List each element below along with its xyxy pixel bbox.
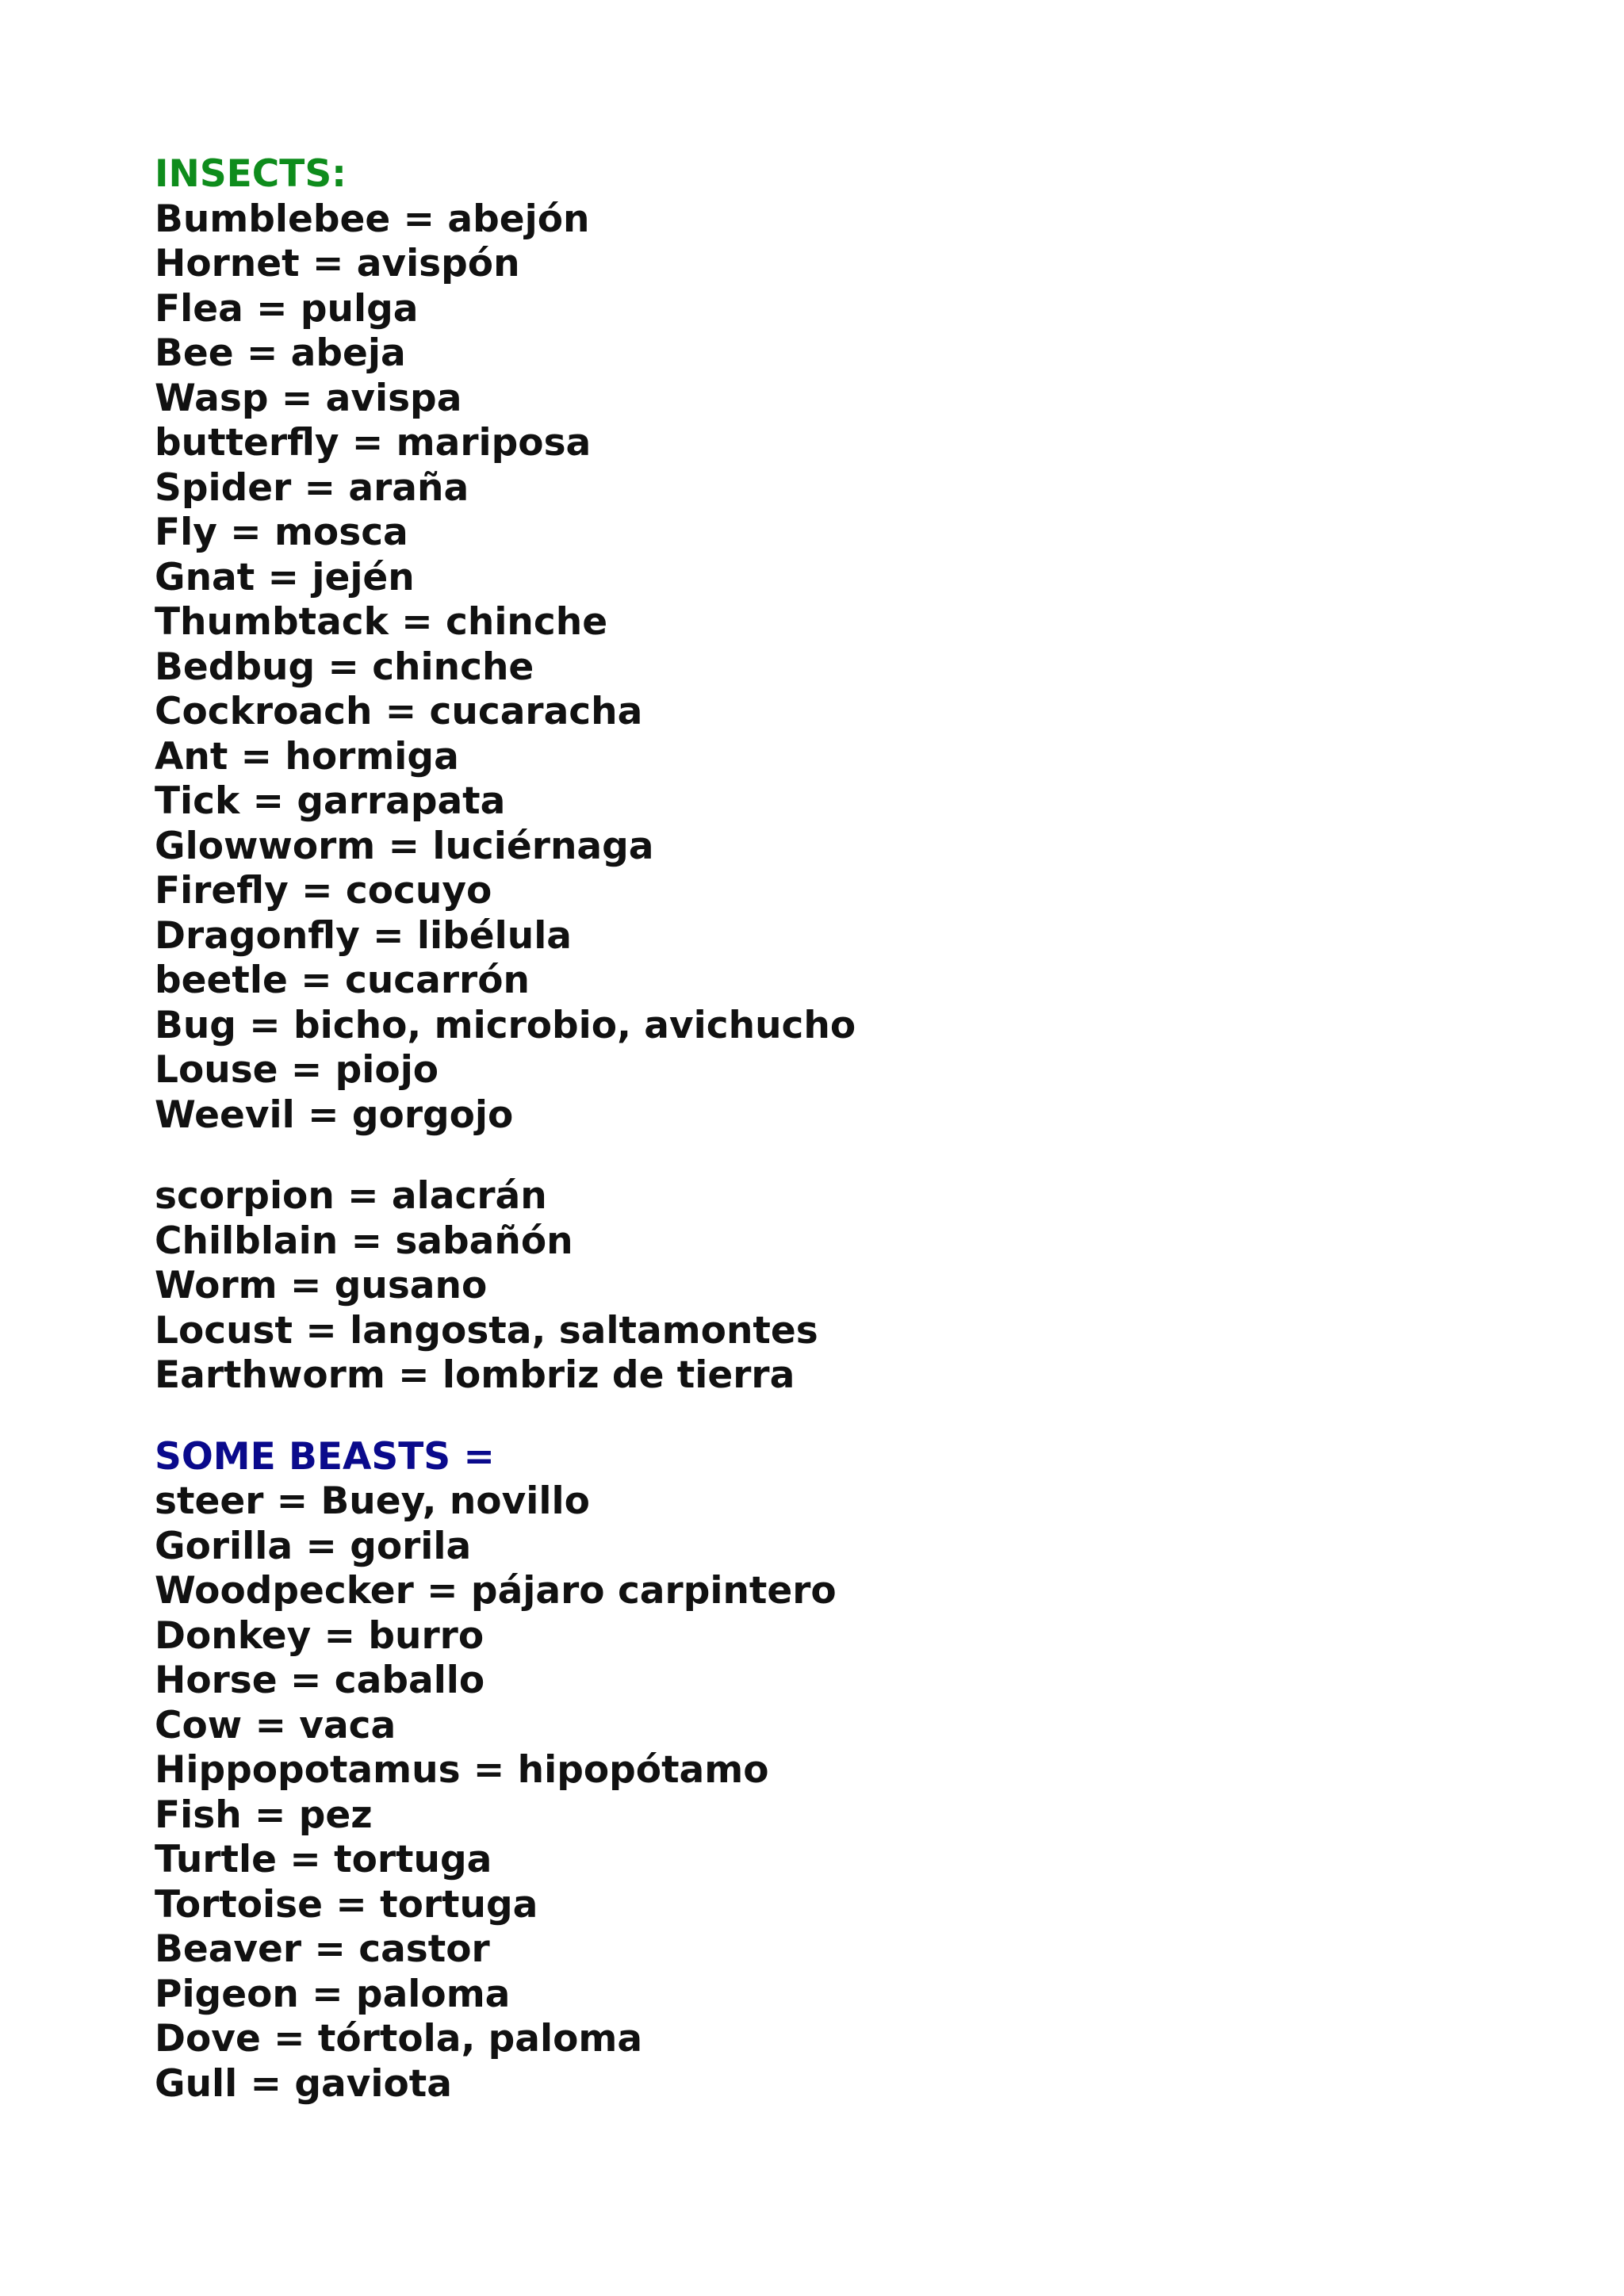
vocab-line: Bedbug = chinche: [155, 645, 534, 689]
vocab-line: Bug = bicho, microbio, avichucho: [155, 1003, 856, 1047]
vocab-line: Earthworm = lombriz de tierra: [155, 1353, 795, 1397]
vocab-line: Weevil = gorgojo: [155, 1093, 514, 1137]
vocab-line: Gnat = jején: [155, 555, 415, 599]
vocab-line: Dragonfly = libélula: [155, 913, 573, 958]
vocab-line: scorpion = alacrán: [155, 1174, 547, 1218]
vocab-line: Locust = langosta, saltamontes: [155, 1308, 818, 1353]
vocab-line: Woodpecker = pájaro carpintero: [155, 1569, 837, 1613]
vocab-line: Louse = piojo: [155, 1048, 439, 1092]
vocab-line: Thumbtack = chinche: [155, 600, 608, 644]
vocab-line: Turtle = tortuga: [155, 1838, 492, 1881]
vocab-line: butterfly = mariposa: [155, 421, 592, 465]
vocab-line: Cow = vaca: [155, 1703, 396, 1747]
vocab-line: steer = Buey, novillo: [155, 1479, 590, 1523]
insects-section: [155, 152, 1503, 1399]
paragraph-gap: [155, 1399, 1503, 1435]
vocab-line: Glowworm = luciérnaga: [155, 824, 654, 868]
vocab-line: Hippopotamus = hipopótamo: [155, 1748, 769, 1792]
vocab-line: Flea = pulga: [155, 286, 419, 331]
beasts-list: [155, 1479, 1503, 2107]
vocab-line: Pigeon = paloma: [155, 1972, 511, 2016]
vocab-line: Fish = pez: [155, 1793, 373, 1837]
vocab-line: Gull = gaviota: [155, 2061, 452, 2106]
vocab-line: Bee = abeja: [155, 331, 406, 375]
vocab-line: Chilblain = sabañón: [155, 1219, 573, 1263]
insects-heading: INSECTS:: [155, 152, 347, 196]
beasts-section: [155, 1435, 1503, 2107]
vocab-line: Donkey = burro: [155, 1613, 485, 1658]
paragraph-gap: [155, 1138, 1503, 1174]
vocab-line: Cockroach = cucaracha: [155, 690, 643, 733]
vocab-line: beetle = cucarrón: [155, 959, 530, 1002]
vocab-line: Tick = garrapata: [155, 779, 506, 823]
insects-list: [155, 197, 1503, 1138]
vocab-line: Wasp = avispa: [155, 376, 462, 420]
document-page: [155, 152, 1503, 2107]
vocab-line: Firefly = cocuyo: [155, 869, 492, 913]
vocab-line: Fly = mosca: [155, 511, 408, 554]
vocab-line: Ant = hormiga: [155, 734, 459, 779]
vocab-line: Worm = gusano: [155, 1264, 488, 1307]
beasts-heading: SOME BEASTS =: [155, 1434, 495, 1479]
vocab-line: Tortoise = tortuga: [155, 1882, 538, 1927]
vocab-line: Horse = caballo: [155, 1659, 485, 1702]
vocab-line: Dove = tórtola, paloma: [155, 2017, 643, 2061]
vocab-line: Hornet = avispón: [155, 242, 520, 285]
vocab-line: Spider = araña: [155, 465, 469, 510]
insects-more-list: [155, 1174, 1503, 1399]
vocab-line: Beaver = castor: [155, 1927, 490, 1971]
vocab-line: Bumblebee = abejón: [155, 197, 590, 241]
vocab-line: Gorilla = gorila: [155, 1524, 472, 1568]
